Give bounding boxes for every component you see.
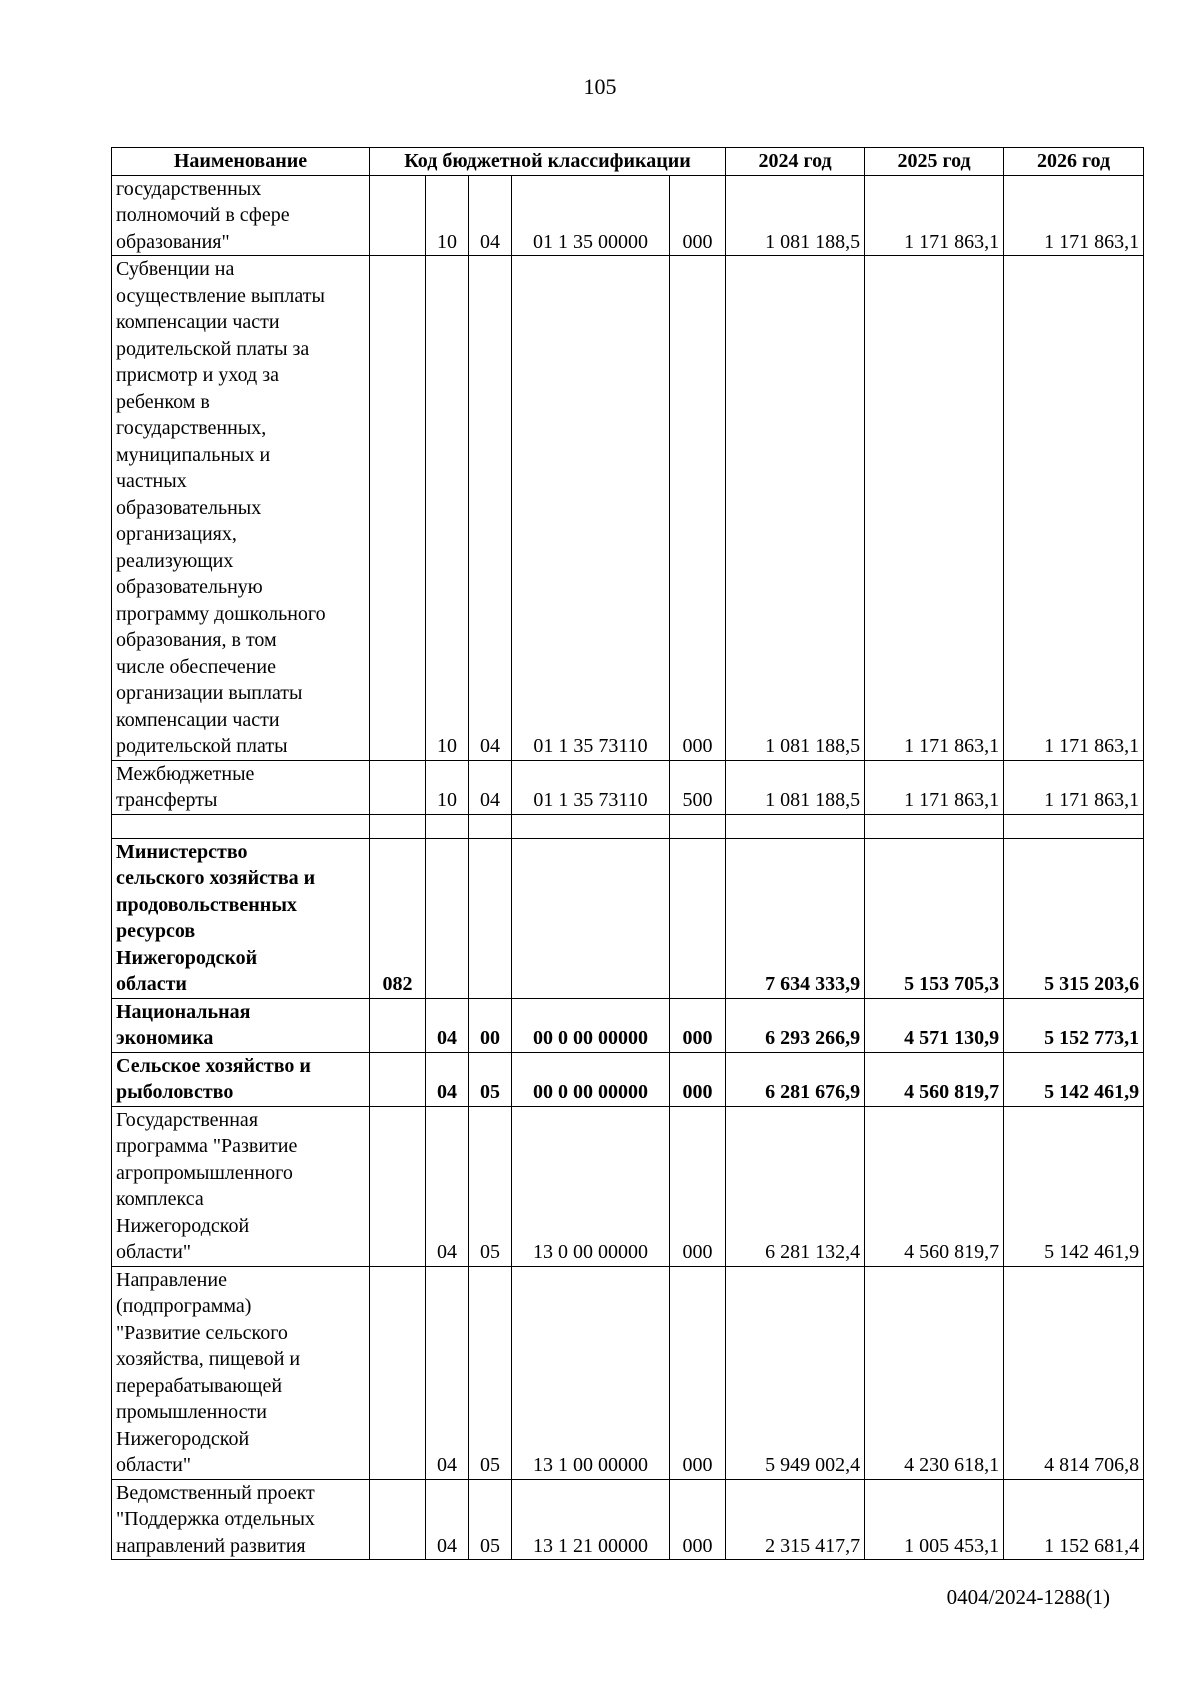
cell-name: Ведомственный проект "Поддержка отдельных направлений развития	[112, 1479, 370, 1560]
cell-2025: 1 171 863,1	[865, 256, 1004, 761]
header-code: Код бюджетной классификации	[370, 148, 726, 176]
cell-2026: 5 142 461,9	[1004, 1106, 1144, 1266]
cell-2024: 1 081 188,5	[726, 760, 865, 814]
header-2025: 2025 год	[865, 148, 1004, 176]
cell-2024: 6 293 266,9	[726, 998, 865, 1052]
cell-2026: 1 152 681,4	[1004, 1479, 1144, 1560]
cell-grbs	[370, 175, 426, 256]
table-row	[112, 256, 1144, 761]
cell-2024: 6 281 676,9	[726, 1052, 865, 1106]
budget-table	[111, 147, 1144, 1560]
cell-2026: 1 171 863,1	[1004, 256, 1144, 761]
cell-grbs	[370, 1479, 426, 1560]
cell-expense-type: 000	[670, 1106, 726, 1266]
table-row	[112, 838, 1144, 998]
table-header-row	[112, 148, 1144, 176]
cell-subsection	[469, 814, 512, 838]
cell-grbs	[370, 1106, 426, 1266]
cell-grbs: 082	[370, 838, 426, 998]
cell-section: 04	[426, 1052, 469, 1106]
cell-2024: 7 634 333,9	[726, 838, 865, 998]
cell-expense-type: 000	[670, 175, 726, 256]
cell-2025: 5 153 705,3	[865, 838, 1004, 998]
cell-target-article: 13 1 00 00000	[512, 1266, 670, 1479]
cell-2026: 5 152 773,1	[1004, 998, 1144, 1052]
cell-2024: 5 949 002,4	[726, 1266, 865, 1479]
cell-subsection: 05	[469, 1266, 512, 1479]
cell-2024: 6 281 132,4	[726, 1106, 865, 1266]
cell-name	[112, 814, 370, 838]
cell-2024: 1 081 188,5	[726, 256, 865, 761]
cell-name: Направление (подпрограмма) "Развитие сельского хозяйства, пищевой и перерабатывающей промышленности Нижегородской области"	[112, 1266, 370, 1479]
cell-name: государственных полномочий в сфере образования"	[112, 175, 370, 256]
cell-target-article: 01 1 35 00000	[512, 175, 670, 256]
cell-2025: 4 571 130,9	[865, 998, 1004, 1052]
cell-2024: 2 315 417,7	[726, 1479, 865, 1560]
cell-expense-type: 000	[670, 1052, 726, 1106]
cell-grbs	[370, 814, 426, 838]
table-body	[112, 175, 1144, 1560]
cell-target-article	[512, 814, 670, 838]
cell-expense-type: 500	[670, 760, 726, 814]
cell-2025: 4 560 819,7	[865, 1052, 1004, 1106]
cell-2026: 4 814 706,8	[1004, 1266, 1144, 1479]
cell-2026	[1004, 814, 1144, 838]
cell-2024	[726, 814, 865, 838]
table-row	[112, 175, 1144, 256]
cell-name: Субвенции на осуществление выплаты компенсации части родительской платы за присмотр и уход за ребенком в государственных, муниципальных и частных образовательных организациях, реализующих образовательную программу дошкольного образования, в том числе обеспечение организации выплаты компенсации части родительской платы	[112, 256, 370, 761]
cell-grbs	[370, 1052, 426, 1106]
cell-2025: 4 560 819,7	[865, 1106, 1004, 1266]
cell-name: Межбюджетные трансферты	[112, 760, 370, 814]
cell-2025: 4 230 618,1	[865, 1266, 1004, 1479]
cell-expense-type	[670, 814, 726, 838]
page-number: 105	[583, 74, 617, 99]
cell-subsection: 04	[469, 175, 512, 256]
cell-section: 10	[426, 760, 469, 814]
cell-2026: 1 171 863,1	[1004, 175, 1144, 256]
cell-name: Государственная программа "Развитие агропромышленного комплекса Нижегородской области"	[112, 1106, 370, 1266]
document-id: 0404/2024-1288(1)	[946, 1585, 1110, 1609]
cell-2025: 1 171 863,1	[865, 760, 1004, 814]
cell-subsection	[469, 838, 512, 998]
cell-grbs	[370, 1266, 426, 1479]
table-row	[112, 1052, 1144, 1106]
cell-name: Сельское хозяйство и рыболовство	[112, 1052, 370, 1106]
cell-subsection: 05	[469, 1106, 512, 1266]
cell-target-article: 13 1 21 00000	[512, 1479, 670, 1560]
cell-2026: 1 171 863,1	[1004, 760, 1144, 814]
table-row	[112, 998, 1144, 1052]
cell-expense-type: 000	[670, 1479, 726, 1560]
cell-target-article	[512, 838, 670, 998]
cell-2026: 5 142 461,9	[1004, 1052, 1144, 1106]
cell-expense-type: 000	[670, 1266, 726, 1479]
header-2024: 2024 год	[726, 148, 865, 176]
cell-section: 04	[426, 998, 469, 1052]
cell-grbs	[370, 256, 426, 761]
cell-expense-type: 000	[670, 256, 726, 761]
table-row	[112, 1106, 1144, 1266]
cell-2026: 5 315 203,6	[1004, 838, 1144, 998]
cell-subsection: 05	[469, 1052, 512, 1106]
cell-name: Министерство сельского хозяйства и продовольственных ресурсов Нижегородской области	[112, 838, 370, 998]
table-row	[112, 760, 1144, 814]
cell-section	[426, 838, 469, 998]
cell-grbs	[370, 998, 426, 1052]
cell-subsection: 00	[469, 998, 512, 1052]
cell-subsection: 04	[469, 760, 512, 814]
cell-target-article: 00 0 00 00000	[512, 1052, 670, 1106]
cell-target-article: 01 1 35 73110	[512, 256, 670, 761]
cell-subsection: 05	[469, 1479, 512, 1560]
cell-target-article: 00 0 00 00000	[512, 998, 670, 1052]
cell-expense-type	[670, 838, 726, 998]
header-name: Наименование	[112, 148, 370, 176]
cell-section: 04	[426, 1479, 469, 1560]
cell-target-article: 13 0 00 00000	[512, 1106, 670, 1266]
cell-subsection: 04	[469, 256, 512, 761]
cell-section: 04	[426, 1106, 469, 1266]
cell-2025: 1 171 863,1	[865, 175, 1004, 256]
cell-name: Национальная экономика	[112, 998, 370, 1052]
table-row	[112, 814, 1144, 838]
cell-2024: 1 081 188,5	[726, 175, 865, 256]
cell-section: 10	[426, 175, 469, 256]
cell-2025	[865, 814, 1004, 838]
header-2026: 2026 год	[1004, 148, 1144, 176]
cell-expense-type: 000	[670, 998, 726, 1052]
table-row	[112, 1479, 1144, 1560]
cell-grbs	[370, 760, 426, 814]
cell-section: 04	[426, 1266, 469, 1479]
cell-2025: 1 005 453,1	[865, 1479, 1004, 1560]
cell-section	[426, 814, 469, 838]
table-row	[112, 1266, 1144, 1479]
cell-target-article: 01 1 35 73110	[512, 760, 670, 814]
cell-section: 10	[426, 256, 469, 761]
